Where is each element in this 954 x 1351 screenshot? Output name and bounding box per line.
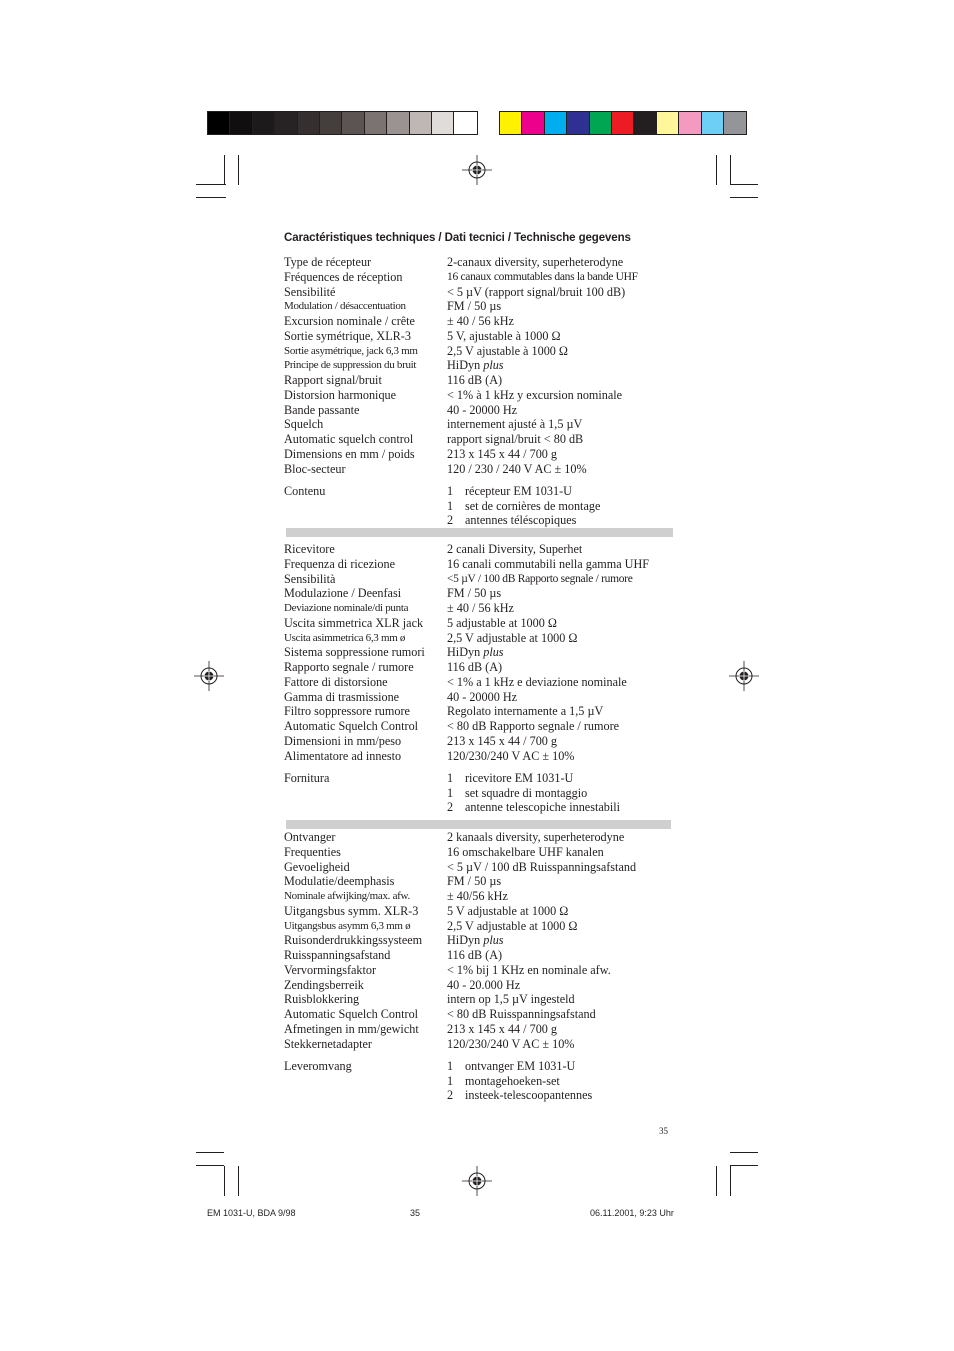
spec-value-text: < 1% a 1 kHz e deviazione nominale bbox=[447, 674, 627, 689]
spec-value-text: 120/230/240 V AC ± 10% bbox=[447, 1036, 575, 1051]
spec-value bbox=[447, 645, 674, 660]
spec-value-text: < 80 dB Rapporto segnale / rumore bbox=[447, 719, 620, 733]
spec-value bbox=[447, 417, 674, 432]
spec-row bbox=[284, 344, 674, 359]
contents-label bbox=[284, 1074, 447, 1089]
spec-value-text: FM / 50 µs bbox=[447, 299, 502, 314]
spec-label: Filtro soppressore rumore bbox=[284, 704, 410, 719]
spec-row bbox=[284, 734, 674, 749]
spec-row bbox=[284, 992, 674, 1007]
spec-row bbox=[284, 830, 674, 845]
contents-qty: 1 bbox=[447, 785, 454, 800]
spec-value bbox=[447, 830, 674, 845]
footer-right: 06.11.2001, 9:23 Uhr bbox=[590, 1208, 674, 1218]
gray-swatch bbox=[253, 112, 275, 134]
spec-label: Principe de suppression du bruit bbox=[284, 359, 417, 372]
crop-mark bbox=[238, 1166, 239, 1196]
spec-label: Ruisblokkering bbox=[284, 992, 360, 1007]
spec-value-text: 16 omschakelbare UHF kanalen bbox=[447, 844, 604, 859]
spec-label: Deviazione nominale/di punta bbox=[284, 602, 409, 614]
gray-swatch bbox=[410, 112, 432, 134]
spec-label: Fattore di distorsione bbox=[284, 674, 388, 689]
spec-row bbox=[284, 948, 674, 963]
contents-item-text: récepteur EM 1031-U bbox=[465, 483, 572, 498]
contents-label bbox=[284, 513, 447, 528]
gray-swatch bbox=[275, 112, 297, 134]
spec-row bbox=[284, 616, 674, 631]
spec-row bbox=[284, 557, 674, 572]
footer-left: EM 1031-U, BDA 9/98 bbox=[207, 1208, 296, 1218]
spec-row bbox=[284, 417, 674, 432]
spec-row bbox=[284, 645, 674, 660]
color-swatch bbox=[702, 112, 724, 134]
spec-value bbox=[447, 542, 674, 557]
spec-row bbox=[284, 690, 674, 705]
spec-label: Sortie symétrique, XLR-3 bbox=[284, 328, 411, 343]
spec-value bbox=[447, 285, 674, 300]
spec-value-text: rapport signal/bruit < 80 dB bbox=[447, 432, 584, 446]
color-swatch bbox=[590, 112, 612, 134]
spec-value bbox=[447, 255, 674, 270]
page-title: Caractéristiques techniques / Dati tecnici / Technische gegevens bbox=[284, 232, 631, 244]
spec-value bbox=[447, 432, 674, 447]
spec-label: Excursion nominale / crête bbox=[284, 314, 415, 328]
spec-value bbox=[447, 631, 674, 646]
contents-item bbox=[447, 484, 674, 499]
spec-value-text: ± 40/56 kHz bbox=[447, 889, 508, 903]
spec-row bbox=[284, 889, 674, 904]
gray-color-bar bbox=[207, 111, 478, 135]
spec-row bbox=[284, 919, 674, 934]
spec-label: Nominale afwijking/max. afw. bbox=[284, 890, 410, 902]
spec-row bbox=[284, 631, 674, 646]
spec-value-text: intern op 1,5 µV ingesteld bbox=[447, 992, 575, 1007]
spec-label: Rapporto segnale / rumore bbox=[284, 660, 414, 674]
contents-row bbox=[284, 513, 674, 528]
spec-label: Modulatie/deemphasis bbox=[284, 874, 395, 889]
spec-value bbox=[447, 299, 674, 314]
spec-row bbox=[284, 845, 674, 860]
contents-item bbox=[447, 786, 674, 801]
spec-label: Uscita asimmetrica 6,3 mm ø bbox=[284, 631, 406, 644]
registration-mark-icon bbox=[462, 155, 492, 185]
contents-label bbox=[284, 1088, 447, 1103]
spec-label: Gevoeligheid bbox=[284, 859, 350, 874]
spec-value-text: 116 dB (A) bbox=[447, 373, 503, 387]
spec-row bbox=[284, 1007, 674, 1022]
color-swatch bbox=[545, 112, 567, 134]
registration-mark-icon bbox=[462, 1166, 492, 1196]
contents-label: Contenu bbox=[284, 483, 326, 498]
spec-value-text: HiDyn bbox=[447, 358, 481, 373]
spec-value bbox=[447, 601, 674, 616]
spec-label: Afmetingen in mm/gewicht bbox=[284, 1021, 419, 1036]
spec-value-text: FM / 50 µs bbox=[447, 874, 502, 889]
spec-label: Frequenties bbox=[284, 844, 341, 859]
registration-mark-icon bbox=[729, 661, 759, 691]
contents-qty: 1 bbox=[447, 1073, 454, 1088]
spec-row bbox=[284, 675, 674, 690]
crop-mark bbox=[196, 1152, 224, 1153]
spec-label: Sensibilità bbox=[284, 571, 336, 586]
contents-item bbox=[447, 771, 674, 786]
spec-value-text: internement ajusté à 1,5 µV bbox=[447, 417, 583, 432]
spec-label: Frequenza di ricezione bbox=[284, 556, 395, 571]
gray-swatch bbox=[320, 112, 342, 134]
spec-value-text: 116 dB (A) bbox=[447, 660, 503, 674]
spec-value-text: 2 canali Diversity, Superhet bbox=[447, 542, 583, 556]
contents-item bbox=[447, 499, 674, 514]
spec-row bbox=[284, 749, 674, 764]
spec-value-text: 213 x 145 x 44 / 700 g bbox=[447, 733, 558, 748]
contents-row bbox=[284, 1074, 674, 1089]
spec-value-text: 120/230/240 V AC ± 10% bbox=[447, 748, 575, 763]
spec-label: Squelch bbox=[284, 417, 324, 432]
spec-row bbox=[284, 388, 674, 403]
contents-qty: 2 bbox=[447, 513, 454, 528]
color-swatch bbox=[679, 112, 701, 134]
spec-value bbox=[447, 1007, 674, 1022]
contents-row bbox=[284, 1088, 674, 1103]
color-swatch bbox=[522, 112, 544, 134]
spec-value bbox=[447, 734, 674, 749]
spec-value-text: < 5 µV / 100 dB Ruisspanningsafstand bbox=[447, 859, 637, 874]
spec-row bbox=[284, 704, 674, 719]
contents-item bbox=[447, 1074, 674, 1089]
spec-row bbox=[284, 270, 674, 285]
crop-mark bbox=[730, 155, 731, 185]
spec-value-text: 40 - 20000 Hz bbox=[447, 689, 518, 704]
spec-value bbox=[447, 388, 674, 403]
contents-qty: 2 bbox=[447, 1088, 454, 1103]
spec-value bbox=[447, 572, 674, 587]
footer-center: 35 bbox=[410, 1208, 421, 1218]
spec-value-text: 5 V, ajustable à 1000 Ω bbox=[447, 328, 561, 343]
spec-value bbox=[447, 948, 674, 963]
spec-row bbox=[284, 933, 674, 948]
spec-value-text: 40 - 20000 Hz bbox=[447, 402, 518, 417]
spec-label: Fréquences de réception bbox=[284, 269, 403, 284]
crop-mark bbox=[224, 1166, 225, 1196]
spec-value bbox=[447, 992, 674, 1007]
spec-value bbox=[447, 963, 674, 978]
color-swatch bbox=[724, 112, 746, 134]
spec-value-text: FM / 50 µs bbox=[447, 586, 502, 601]
spec-value-text: < 80 dB Ruisspanningsafstand bbox=[447, 1007, 596, 1021]
spec-label: Ontvanger bbox=[284, 830, 336, 844]
gray-swatch bbox=[230, 112, 252, 134]
crop-mark bbox=[730, 1165, 758, 1166]
gray-swatch bbox=[342, 112, 364, 134]
spec-label: Gamma di trasmissione bbox=[284, 689, 400, 704]
spec-value bbox=[447, 978, 674, 993]
spec-label: Zendingsberreik bbox=[284, 977, 364, 992]
contents-item-text: insteek-telescoopantennes bbox=[465, 1088, 593, 1103]
spec-row bbox=[284, 432, 674, 447]
spec-row bbox=[284, 572, 674, 587]
contents-label bbox=[284, 786, 447, 801]
gray-swatch bbox=[298, 112, 320, 134]
spec-value-text: Regolato internamente a 1,5 µV bbox=[447, 704, 604, 719]
spec-label: Dimensions en mm / poids bbox=[284, 446, 415, 461]
page-number: 35 bbox=[659, 1126, 668, 1136]
spec-label: Stekkernetadapter bbox=[284, 1036, 372, 1051]
spec-value-text: 2 kanaals diversity, superheterodyne bbox=[447, 830, 625, 844]
crop-mark bbox=[730, 1152, 758, 1153]
spec-value bbox=[447, 447, 674, 462]
spec-row bbox=[284, 358, 674, 373]
crop-mark bbox=[730, 184, 758, 185]
spec-value-text: 16 canaux commutables dans la bande UHF bbox=[447, 270, 638, 283]
spec-value bbox=[447, 270, 674, 285]
spec-row bbox=[284, 1022, 674, 1037]
contents-row bbox=[284, 800, 674, 815]
contents-qty: 1 bbox=[447, 1058, 454, 1073]
spec-label: Alimentatore ad innesto bbox=[284, 748, 402, 763]
spec-value bbox=[447, 616, 674, 631]
spec-value bbox=[447, 749, 674, 764]
spec-value bbox=[447, 845, 674, 860]
spec-value-text: 213 x 145 x 44 / 700 g bbox=[447, 1021, 558, 1036]
gray-swatch bbox=[365, 112, 387, 134]
spec-row bbox=[284, 660, 674, 675]
contents-item bbox=[447, 1059, 674, 1074]
spec-value-text: 16 canali commutabili nella gamma UHF bbox=[447, 556, 650, 571]
crop-mark bbox=[716, 1166, 717, 1196]
gray-swatch bbox=[432, 112, 454, 134]
contents-row bbox=[284, 786, 674, 801]
spec-section-dutch bbox=[284, 830, 674, 1103]
contents-item-text: montagehoeken-set bbox=[465, 1073, 560, 1088]
spec-value-text: HiDyn bbox=[447, 645, 481, 660]
spec-row bbox=[284, 963, 674, 978]
crop-mark bbox=[730, 1166, 731, 1196]
spec-label: Type de récepteur bbox=[284, 255, 372, 269]
contents-item-text: antennes téléscopiques bbox=[465, 513, 577, 528]
spec-value bbox=[447, 860, 674, 875]
spec-row bbox=[284, 978, 674, 993]
spec-row bbox=[284, 542, 674, 557]
spec-label: Bloc-secteur bbox=[284, 461, 346, 476]
spec-value bbox=[447, 719, 674, 734]
spec-value bbox=[447, 462, 674, 477]
spec-label: Modulation / désaccentuation bbox=[284, 300, 406, 313]
spec-row bbox=[284, 1037, 674, 1052]
spec-label: Sistema soppressione rumori bbox=[284, 645, 425, 660]
spec-label: Uitgangsbus asymm 6,3 mm ø bbox=[284, 919, 411, 932]
registration-mark-icon bbox=[194, 661, 224, 691]
spec-row bbox=[284, 314, 674, 329]
spec-value bbox=[447, 557, 674, 572]
contents-label bbox=[284, 800, 447, 815]
spec-row bbox=[284, 447, 674, 462]
spec-value bbox=[447, 586, 674, 601]
contents-item-text: set squadre di montaggio bbox=[465, 785, 588, 800]
contents-item bbox=[447, 800, 674, 815]
spec-label: Bande passante bbox=[284, 402, 360, 417]
contents-item-text: antenne telescopiche innestabili bbox=[465, 800, 620, 815]
spec-row bbox=[284, 403, 674, 418]
contents-qty: 2 bbox=[447, 800, 454, 815]
spec-value bbox=[447, 344, 674, 359]
spec-label: Modulazione / Deenfasi bbox=[284, 586, 402, 601]
contents-qty: 1 bbox=[447, 483, 454, 498]
contents-row bbox=[284, 1059, 674, 1074]
spec-row bbox=[284, 860, 674, 875]
crop-mark bbox=[196, 197, 226, 198]
section-divider bbox=[286, 820, 671, 829]
spec-label: Sortie asymétrique, jack 6,3 mm bbox=[284, 344, 418, 357]
spec-label: Automatic Squelch Control bbox=[284, 719, 419, 733]
spec-label: Rapport signal/bruit bbox=[284, 373, 382, 387]
spec-value-text: 213 x 145 x 44 / 700 g bbox=[447, 446, 558, 461]
spec-row bbox=[284, 255, 674, 270]
spec-section-italian bbox=[284, 542, 674, 815]
contents-qty: 1 bbox=[447, 770, 454, 785]
spec-label: Uscita simmetrica XLR jack bbox=[284, 615, 424, 630]
contents-item-text: ricevitore EM 1031-U bbox=[465, 770, 574, 785]
spec-value bbox=[447, 874, 674, 889]
spec-value-suffix: plus bbox=[483, 358, 504, 373]
spec-value-text: 2,5 V adjustable at 1000 Ω bbox=[447, 918, 578, 933]
spec-value bbox=[447, 329, 674, 344]
gray-swatch bbox=[208, 112, 230, 134]
crop-mark bbox=[238, 155, 239, 185]
spec-value-text: < 5 µV (rapport signal/bruit 100 dB) bbox=[447, 284, 626, 299]
spec-value-suffix: plus bbox=[483, 933, 504, 948]
spec-value-text: < 1% bij 1 KHz en nominale afw. bbox=[447, 962, 611, 977]
spec-value bbox=[447, 1037, 674, 1052]
spec-value-text: HiDyn bbox=[447, 933, 481, 948]
spec-label: Ricevitore bbox=[284, 542, 335, 556]
spec-value-suffix: plus bbox=[483, 645, 504, 660]
spec-row bbox=[284, 904, 674, 919]
spec-value bbox=[447, 1022, 674, 1037]
spec-value bbox=[447, 933, 674, 948]
crop-mark bbox=[196, 1165, 224, 1166]
spec-label: Ruisspanningsafstand bbox=[284, 948, 391, 962]
gray-swatch bbox=[454, 112, 476, 134]
color-swatch bbox=[500, 112, 522, 134]
spec-value-text: < 1% à 1 kHz y excursion nominale bbox=[447, 387, 623, 402]
spec-label: Vervormingsfaktor bbox=[284, 962, 377, 977]
spec-label: Automatic Squelch Control bbox=[284, 1007, 419, 1021]
spec-value bbox=[447, 690, 674, 705]
spec-row bbox=[284, 719, 674, 734]
color-calibration-bar bbox=[499, 111, 747, 135]
spec-value-text: 120 / 230 / 240 V AC ± 10% bbox=[447, 461, 587, 476]
color-swatch bbox=[634, 112, 656, 134]
spec-row bbox=[284, 462, 674, 477]
crop-mark bbox=[224, 155, 225, 185]
gray-swatch bbox=[387, 112, 409, 134]
spec-label: Distorsion harmonique bbox=[284, 387, 397, 402]
spec-value-text: 116 dB (A) bbox=[447, 948, 503, 962]
spec-label: Dimensioni in mm/peso bbox=[284, 733, 402, 748]
section-divider bbox=[286, 528, 673, 537]
spec-value bbox=[447, 403, 674, 418]
spec-value-text: 5 V adjustable at 1000 Ω bbox=[447, 903, 569, 918]
contents-row bbox=[284, 499, 674, 514]
color-swatch bbox=[567, 112, 589, 134]
contents-label bbox=[284, 499, 447, 514]
contents-row bbox=[284, 771, 674, 786]
spec-value-text: ± 40 / 56 kHz bbox=[447, 601, 514, 615]
spec-value bbox=[447, 373, 674, 388]
spec-label: Sensibilité bbox=[284, 284, 336, 299]
spec-row bbox=[284, 299, 674, 314]
contents-item-text: ontvanger EM 1031-U bbox=[465, 1058, 576, 1073]
spec-value bbox=[447, 358, 674, 373]
spec-value bbox=[447, 889, 674, 904]
color-swatch bbox=[657, 112, 679, 134]
spec-row bbox=[284, 373, 674, 388]
spec-value bbox=[447, 704, 674, 719]
spec-row bbox=[284, 601, 674, 616]
contents-qty: 1 bbox=[447, 498, 454, 513]
spec-row bbox=[284, 874, 674, 889]
crop-mark bbox=[730, 197, 758, 198]
spec-value bbox=[447, 314, 674, 329]
spec-value bbox=[447, 904, 674, 919]
spec-value-text: <5 µV / 100 dB Rapporto segnale / rumore bbox=[447, 572, 633, 585]
spec-value bbox=[447, 675, 674, 690]
spec-section-french bbox=[284, 255, 674, 528]
crop-mark bbox=[716, 155, 717, 185]
color-swatch bbox=[612, 112, 634, 134]
spec-row bbox=[284, 329, 674, 344]
spec-value-text: 40 - 20.000 Hz bbox=[447, 977, 521, 992]
contents-row bbox=[284, 484, 674, 499]
spec-value-text: ± 40 / 56 kHz bbox=[447, 314, 514, 328]
contents-item bbox=[447, 1088, 674, 1103]
spec-value-text: 2-canaux diversity, superheterodyne bbox=[447, 255, 624, 269]
spec-value-text: 5 adjustable at 1000 Ω bbox=[447, 615, 557, 630]
spec-label: Ruisonderdrukkingssysteem bbox=[284, 933, 423, 948]
spec-value-text: 2,5 V adjustable at 1000 Ω bbox=[447, 630, 578, 645]
spec-value bbox=[447, 660, 674, 675]
spec-label: Uitgangsbus symm. XLR-3 bbox=[284, 903, 419, 918]
crop-mark bbox=[196, 184, 226, 185]
spec-label: Automatic squelch control bbox=[284, 432, 414, 446]
spec-row bbox=[284, 285, 674, 300]
spec-value-text: 2,5 V ajustable à 1000 Ω bbox=[447, 343, 568, 358]
spec-value bbox=[447, 919, 674, 934]
contents-item-text: set de cornières de montage bbox=[465, 498, 601, 513]
spec-row bbox=[284, 586, 674, 601]
contents-item bbox=[447, 513, 674, 528]
contents-label: Leveromvang bbox=[284, 1058, 352, 1073]
contents-label: Fornitura bbox=[284, 770, 330, 785]
